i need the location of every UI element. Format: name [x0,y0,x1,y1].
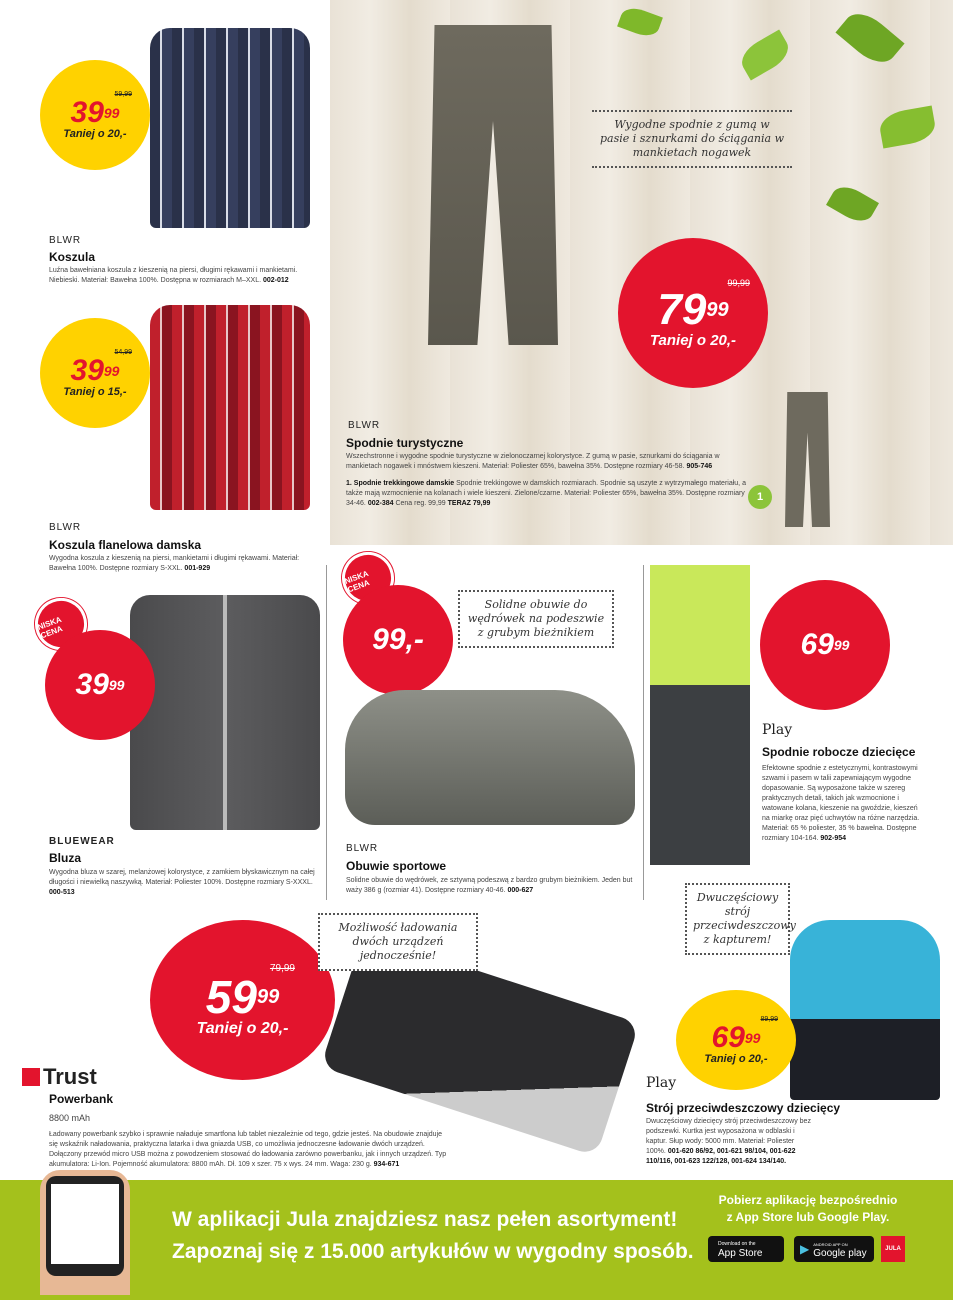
flannel-shirt-image [150,305,310,510]
product-title: Spodnie turystyczne [346,436,464,450]
sub-product-description: 1. Spodnie trekkingowe damskie Spodnie trekkingowe w damskich rozmiarach. Spodnie są uszyte z wytrzymałego materiału, a także mają wzmocnienie na kolanach i wiele kieszeni. Zielone/czarne. Materiał: Poliester 65%, bawełna 35%. Dostępne rozmiary 34-46. 002-384 Cena reg. 99,99 TERAZ 79,99 [346,480,746,507]
price-badge-koszula: 59,99 $39^{99}$ Taniej o 20,- [40,60,150,170]
brand-logo: Trust [22,1064,97,1090]
item-number-badge: 1 [748,485,772,509]
product-description: Ładowany powerbank szybko i sprawnie naładuje smartfona lub tablet niezależnie od tego, gdzie jesteś. Na obudowie znajduje się wskaźnik naładowania, praktyczna latarka i dwa gniazda USB, co umożliwia jednoczesne ładowanie dwóch urządzeń. Dołączony przewód micro USB można z powodzeniem stosować do ładowania zarówno powerbanku, jak i innych urządzeń. Typ akumulatora: Li-Ion. Pojemność akumulatora: 8800 mAh. Dł. 109 x szer. 75 x wys. 24 mm. Waga: 230 g. 934-671 [49,1131,447,1168]
callout-stroj: Dwuczęściowy strój przeciwdeszczowy z kapturem! [685,883,790,955]
divider [326,565,327,900]
product-description: Luźna bawełniana koszula z kieszenią na piersi, długimi rękawami i mankietami. Niebieski. Materiał: Bawełna 100%. Dostępna w rozmiarach M–XXL. 002-012 [49,267,298,284]
brand-logo: BLWR [49,235,82,246]
low-price-badge: NISKA CENA [28,591,95,658]
app-banner [0,1180,953,1300]
callout-powerbank: Możliwość ładowania dwóch urządzeń jednocześnie! [318,913,478,971]
price-badge-bluza: $39^{99}$ [45,630,155,740]
price-badge-flanelowa: 54,99 $39^{99}$ Taniej o 15,- [40,318,150,428]
price-badge-stroj: 89,99 $69^{99}$ Taniej o 20,- [676,990,796,1090]
jula-logo: JULA [881,1236,905,1262]
product-description: Wygodna koszula z kieszenią na piersi, mankietami i długimi rękawami. Materiał: Bawełna 100%. Dostępne rozmiary S-XXL. 001-929 [49,555,300,572]
phone-hand-image [40,1170,130,1295]
price-badge-powerbank: 79,99 $59^{99}$ Taniej o 20,- [150,920,335,1080]
brand-logo: Play [762,722,793,738]
divider [643,565,644,900]
product-title: Koszula flanelowa damska [49,538,202,552]
product-subtitle: 8800 mAh [49,1113,91,1123]
banner-headline-1: W aplikacji Jula znajdziesz nasz pełen asortyment! [172,1208,678,1231]
price-badge-robocze: $69^{99}$ [760,580,890,710]
app-store-button[interactable]: Download on the App Store [708,1236,784,1262]
product-description: Efektowne spodnie z estetycznymi, kontrastowymi szwami i pasem w talii zapewniającym wygodne dopasowanie. Są wyposażone także w szereg praktycznych detali, takich jak wzmocnione i watowane kolana, kieszenie na gwoździe, kieszeń na miarkę oraz pięć uchwytów na różne narzędzia. Materiał: 65 % poliester, 35 % bawełna. Dostępne rozmiary 104-164. 902-954 [762,765,920,842]
price-badge-spodnie: 99,99 $79^{99}$ Taniej o 20,- [618,238,768,388]
brand-logo: BLUEWEAR [49,836,115,847]
play-icon: ▶ [800,1242,810,1256]
shoes-image [345,690,635,825]
brand-logo: BLWR [348,420,381,431]
product-description: Solidne obuwie do wędrówek, ze sztywną podeszwą z bardzo grubym bieżnikiem. Jeden but waży 386 g (rozmiar 41). Dostępne rozmiary 40-46. 000-627 [346,877,633,894]
product-title: Strój przeciwdeszczowy dziecięcy [646,1101,841,1115]
product-description: Dwuczęściowy dziecięcy strój przeciwdeszczowy bez podszewki. Kurtka jest wyposażona w odblaski i kaptur. Słup wody: 5000 mm. Materiał: Poliester 100%. 001-620 86/92, 001-621 98/104, 001-622 110/116, 001-623 122/128, 001-624 134/140. [646,1118,811,1165]
callout-obuwie: Solidne obuwie do wędrówek na podeszwie z grubym bieżnikiem [458,590,614,648]
girl-raincoat-image [790,920,940,1100]
price-badge-obuwie: 99,- [343,585,453,695]
banner-cta: Pobierz aplikację bezpośrednio z App Store lub Google Play. [718,1193,898,1224]
low-price-badge: NISKA CENA [335,545,402,612]
product-title: Koszula [49,250,96,264]
product-title: Bluza [49,851,82,865]
product-title: Spodnie robocze dziecięce [762,745,916,759]
banner-headline-2: Zapoznaj się z 15.000 artykułów w wygodny sposób. [172,1240,694,1263]
google-play-button[interactable]: ▶ ANDROID APP ON Google play [794,1236,874,1262]
product-title: Powerbank [49,1092,114,1106]
product-title: Obuwie sportowe [346,859,447,873]
product-description: Wygodna bluza w szarej, melanżowej kolorystyce, z zamkiem błyskawicznym na całej długości i niewielką naszywką. Materiał: Poliester 100%. Dostępne rozmiary S-XXXL. 000-513 [49,869,315,896]
plaid-shirt-image [150,28,310,228]
brand-logo: BLWR [49,522,82,533]
callout-spodnie: Wygodne spodnie z gumą w pasie i sznurkami do ściągania w mankietach nogawek [592,110,792,168]
boy-workwear-image [650,565,750,865]
brand-logo: Play [646,1075,677,1091]
product-description: Wszechstronne i wygodne spodnie turystyczne w zielonoczarnej kolorystyce. Z gumą w pasie, sznurkami do ściągania w mankietach nogawek i mnóstwem kieszeni. Materiał: Poliester 65%, bawełna 35%. Dostępne rozmiary 46-58. 905-746 [346,453,720,470]
brand-logo: BLWR [346,843,379,854]
hoodie-image [130,595,320,830]
